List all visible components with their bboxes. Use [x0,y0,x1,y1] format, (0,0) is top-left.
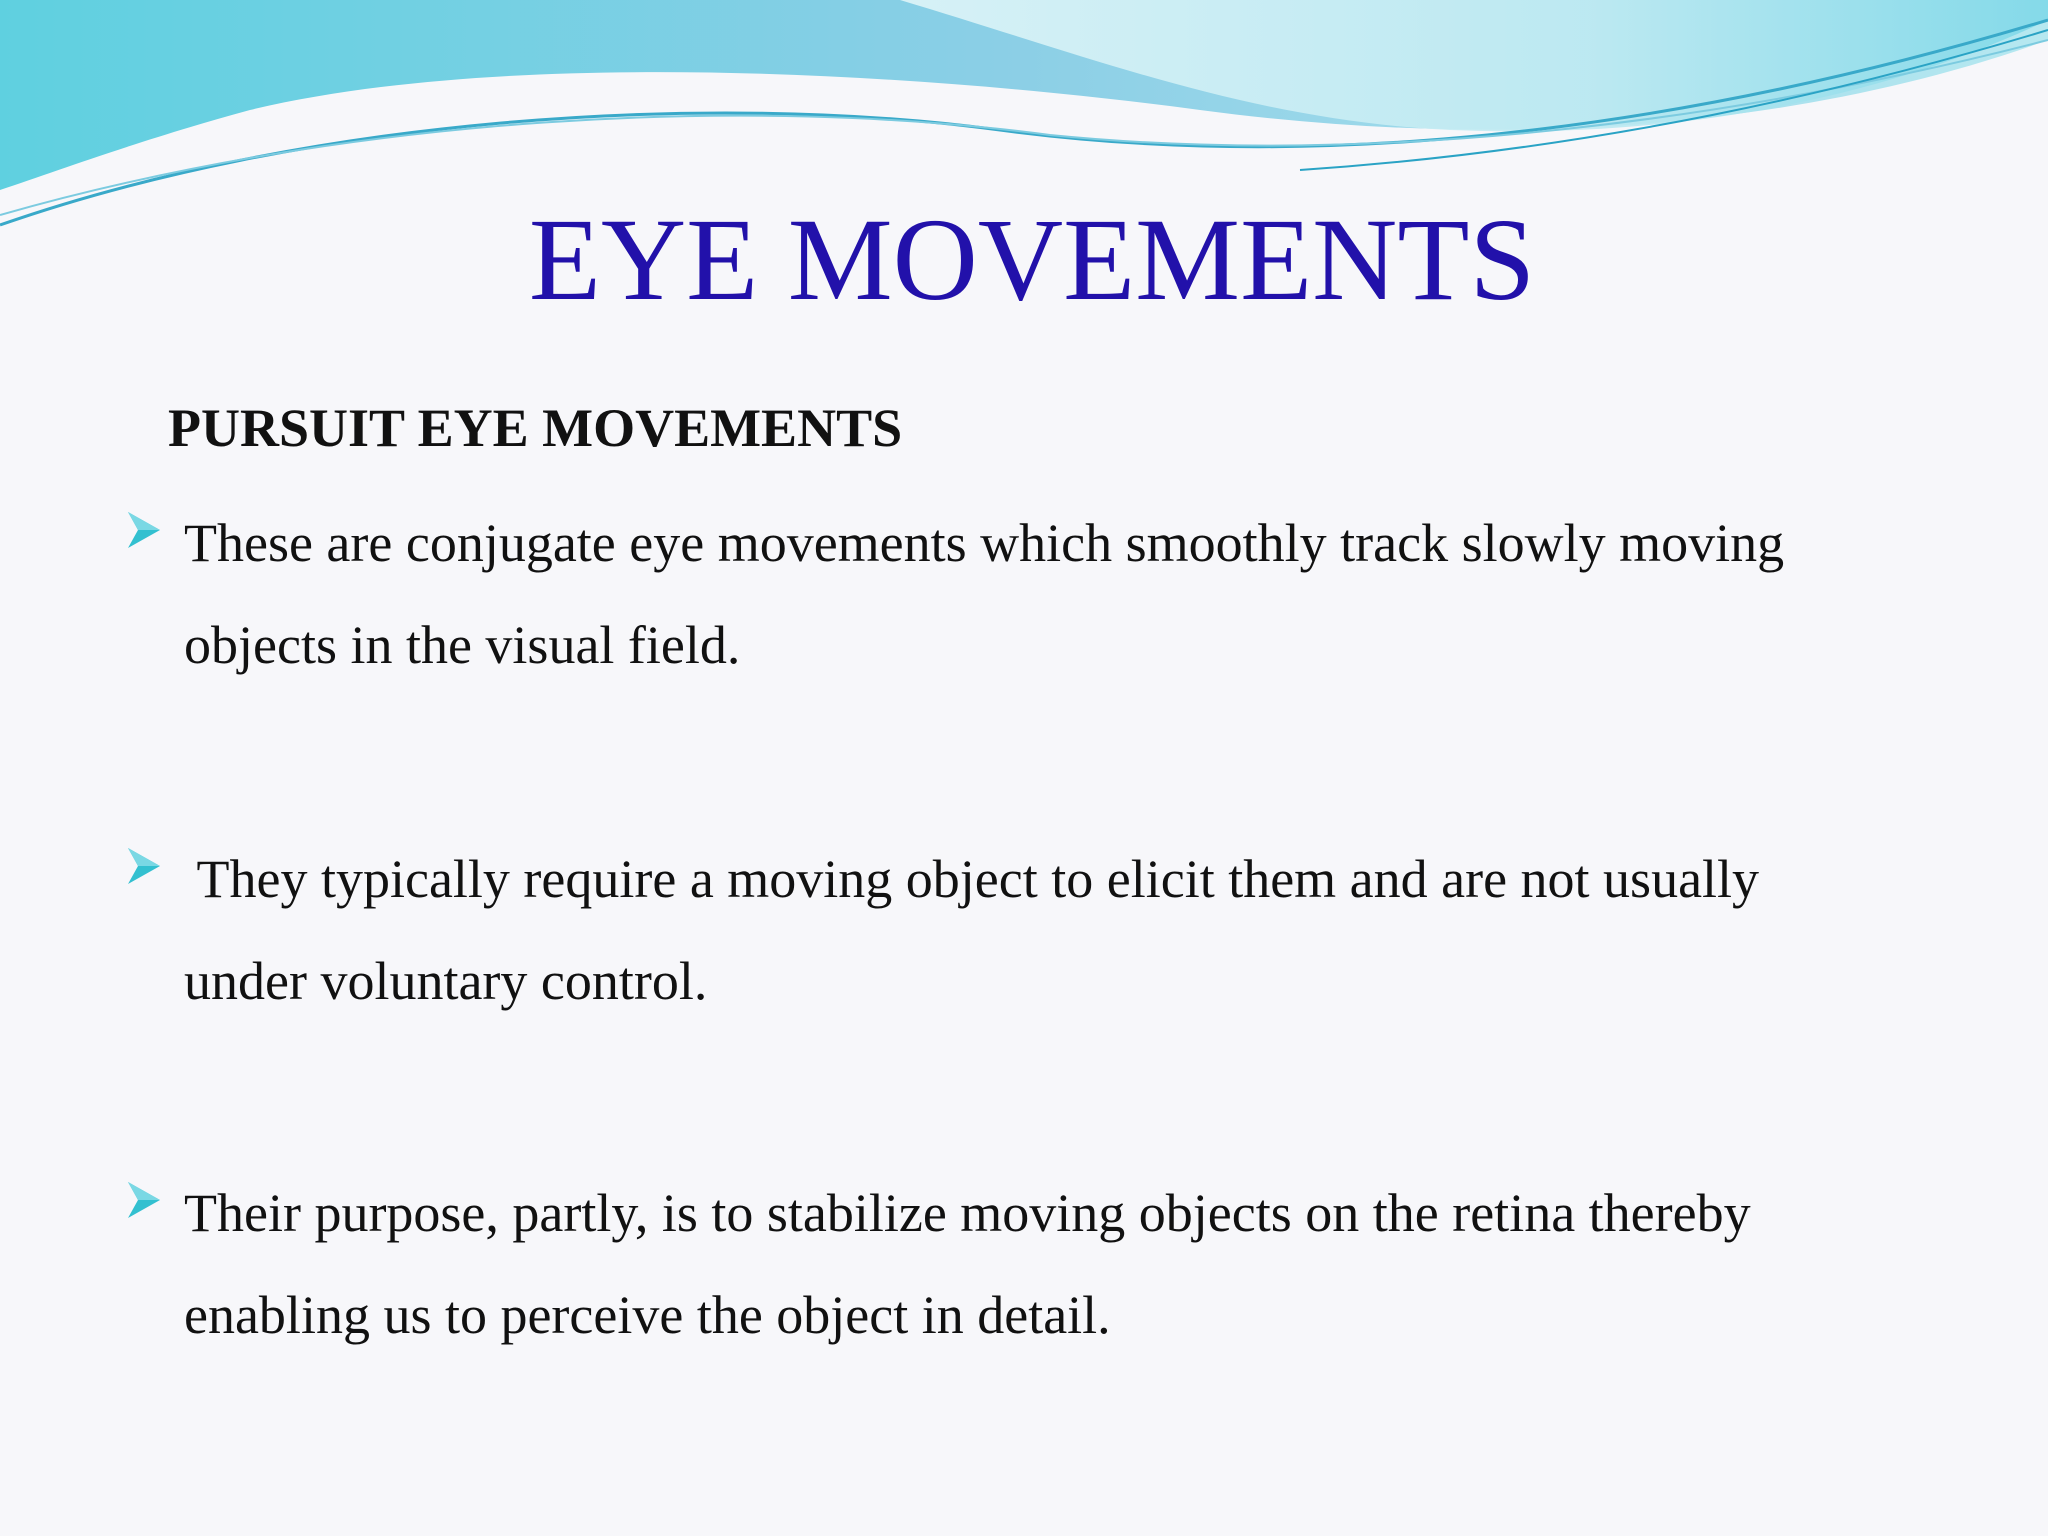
arrowhead-bullet-icon [126,846,162,886]
bullet-text [184,492,1904,696]
bullet-text [184,1162,1904,1366]
bullet-line: They typically require a moving object to elicit them and are not usually [184,849,1760,909]
bullet-line: enabling us to perceive the object in detail. [184,1285,1111,1345]
slide-subtitle: PURSUIT EYE MOVEMENTS [168,398,903,458]
bullet-line: Their purpose, partly, is to stabilize moving objects on the retina thereby [184,1183,1751,1243]
bullet-line: under voluntary control. [184,951,708,1011]
bullet-text [184,828,1904,1032]
arrowhead-bullet-icon [126,1180,162,1220]
bullet-line: These are conjugate eye movements which smoothly track slowly moving [184,513,1785,573]
slide-title: EYE MOVEMENTS [528,194,1536,325]
bullet-line: objects in the visual field. [184,615,741,675]
arrowhead-bullet-icon [126,510,162,550]
